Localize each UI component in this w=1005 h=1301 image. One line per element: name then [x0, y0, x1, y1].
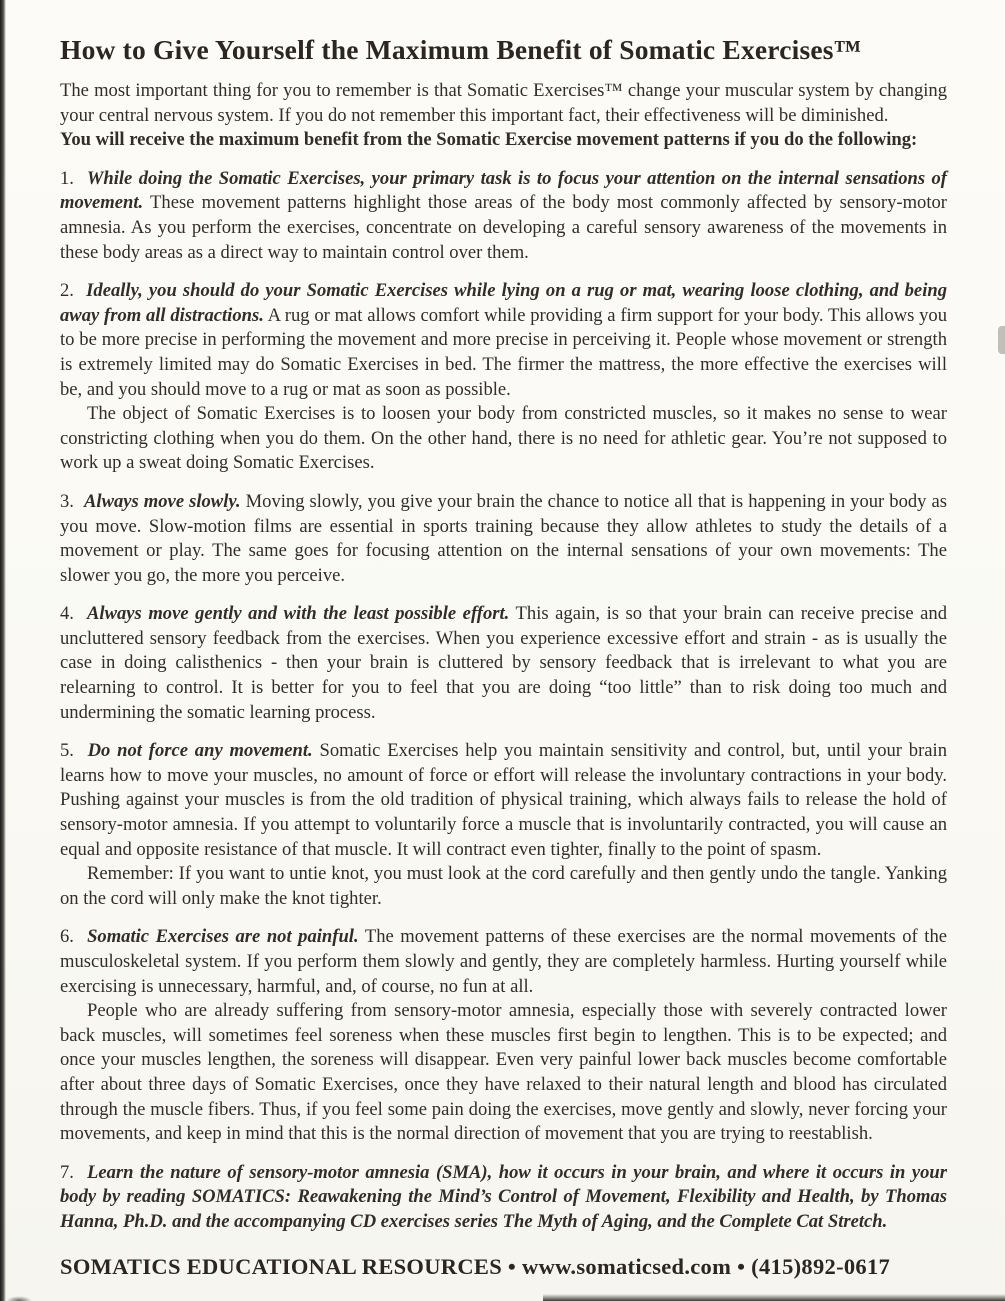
item-number: 7. — [60, 1161, 87, 1183]
item-number: 1. — [60, 167, 87, 189]
scan-edge-left — [0, 0, 6, 1301]
item-body-text: This again, is so that your brain can receive precise and uncluttered sensory feedback from the exercises. When you experience excessive effort and strain - as is usually the case in doing calisthenics - then your brain is cluttered by sensory feedback that is irrelevant to what you are relearning to control. It is better for you to feel that you are doing “too little” than to risk doing too much and undermining the somatic learning process. — [60, 603, 947, 723]
item-paragraph — [60, 739, 947, 862]
list-item — [60, 490, 947, 588]
item-paragraph — [60, 1161, 947, 1235]
intro-paragraph: The most important thing for you to remember is that Somatic Exercises™ change your muscular system by changing your central nervous system. If you do not remember this important fact, their effectiveness will be diminished. — [60, 80, 947, 126]
list-item — [60, 279, 947, 476]
item-lead-text: Learn the nature of sensory-motor amnesia (SMA), how it occurs in your brain, and where it occurs in your body by reading SOMATICS: Reawakening the Mind’s Control of Movement, Flexibility and Health, by Thomas Hanna, Ph.D. and the accompanying CD exercises series The Myth of Aging, and the Complete Cat Stretch. — [60, 1161, 947, 1232]
item-continuation-paragraph: The object of Somatic Exercises is to loosen your body from constricted muscles, so it makes no sense to wear constricting clothing when you do them. On the other hand, there is no need for athletic gear. You’re not supposed to work up a sweat doing Somatic Exercises. — [60, 403, 947, 474]
item-paragraph — [60, 925, 947, 999]
list-item — [60, 1161, 947, 1235]
item-lead-text: Always move gently and with the least possible effort. — [87, 603, 510, 625]
item-lead-text: Always move slowly. — [84, 490, 241, 512]
intro-emphasis-line: You will receive the maximum benefit from the Somatic Exercise movement patterns if you do the following: — [60, 129, 918, 151]
items-list — [60, 167, 947, 1235]
item-lead-text: Do not force any movement. — [87, 740, 313, 762]
item-number: 4. — [60, 603, 88, 625]
item-body-text: The movement patterns of these exercises are the normal movements of the musculoskeletal system. If you perform them slowly and gently, they are completely harmless. Hurting yourself while exercising is unnecessary, harmful, and, of course, no fun at all. — [60, 926, 947, 997]
item-number: 2. — [60, 280, 87, 302]
item-number: 6. — [60, 926, 88, 948]
scan-artifact-right-edge — [998, 326, 1005, 354]
item-paragraph — [60, 279, 947, 402]
item-lead-text: Ideally, you should do your Somatic Exercises while lying on a rug or mat, wearing loose clothing, and being away from all distractions. — [60, 280, 947, 326]
item-paragraph — [60, 602, 947, 725]
list-item — [60, 602, 947, 725]
item-lead-text: While doing the Somatic Exercises, your primary task is to focus your attention on the internal sensations of movement. — [60, 167, 947, 214]
item-continuation-paragraph: People who are already suffering from sensory-motor amnesia, especially those with severely contracted lower back muscles, will sometimes feel soreness when these muscles first begin to lengthen. This is to be expected; and once your muscles lengthen, the soreness will disappear. Even very painful lower back muscles become comfortable after about three days of Somatic Exercises, once they have relaxed to their natural length and blood has circulated through the muscle fibers. Thus, if you feel some pain doing the exercises, move gently and slowly, never forcing your movements, and keep in mind that this is the normal direction of movement that you are trying to reestablish. — [60, 1000, 947, 1145]
item-paragraph — [60, 167, 947, 265]
item-number: 5. — [60, 740, 88, 762]
list-item — [60, 167, 947, 265]
item-body-text: These movement patterns highlight those areas of the body most commonly affected by sensory-motor amnesia. As you perform the exercises, concentrate on developing a careful sensory awareness of the movements in these body areas as a direct way to maintain control over them. — [60, 192, 947, 263]
footer-text: SOMATICS EDUCATIONAL RESOURCES • www.somaticsed.com • (415)892-0617 — [60, 1253, 891, 1279]
item-paragraph — [60, 490, 947, 588]
item-lead-text: Somatic Exercises are not painful. — [87, 926, 359, 948]
item-continuation-paragraph: Remember: If you want to untie knot, you must look at the cord carefully and then gently undo the tangle. Yanking on the cord will only make the knot tighter. — [60, 863, 947, 909]
list-item — [60, 739, 947, 911]
item-number: 3. — [60, 490, 85, 512]
page-title: How to Give Yourself the Maximum Benefit of Somatic Exercises™ — [60, 34, 862, 65]
list-item — [60, 925, 947, 1146]
item-body-text: A rug or mat allows comfort while providing a firm support for your body. This allows you to be more precise in performing the movement and more precise in perceiving it. People whose movement or strength is extremely limited may do Somatic Exercises in bed. The firmer the mattress, the more effective the exercises will be, and you should move to a rug or mat as soon as possible. — [60, 304, 948, 400]
scan-edge-bottom — [543, 1294, 1005, 1301]
item-body-text: Somatic Exercises help you maintain sensitivity and control, but, until your brain learns how to move your muscles, no amount of force or effort will release the involuntary contractions in your body. Pushing against your muscles is from the old tradition of physical training, which always fails to release the hold of sensory-motor amnesia. If you attempt to voluntarily force a muscle that is involuntarily contracted, you will cause an equal and opposite resistance of that muscle. It will contract even tighter, finally to the point of spasm. — [60, 740, 947, 860]
scan-corner-bottom-left — [6, 1296, 32, 1301]
item-body-text: Moving slowly, you give your brain the chance to notice all that is happening in your body as you move. Slow-motion films are essential in sports training because they allow athletes to study the details of a movement or play. The same goes for focusing attention on the internal sensations of your own movements: The slower you go, the more you perceive. — [60, 490, 947, 586]
